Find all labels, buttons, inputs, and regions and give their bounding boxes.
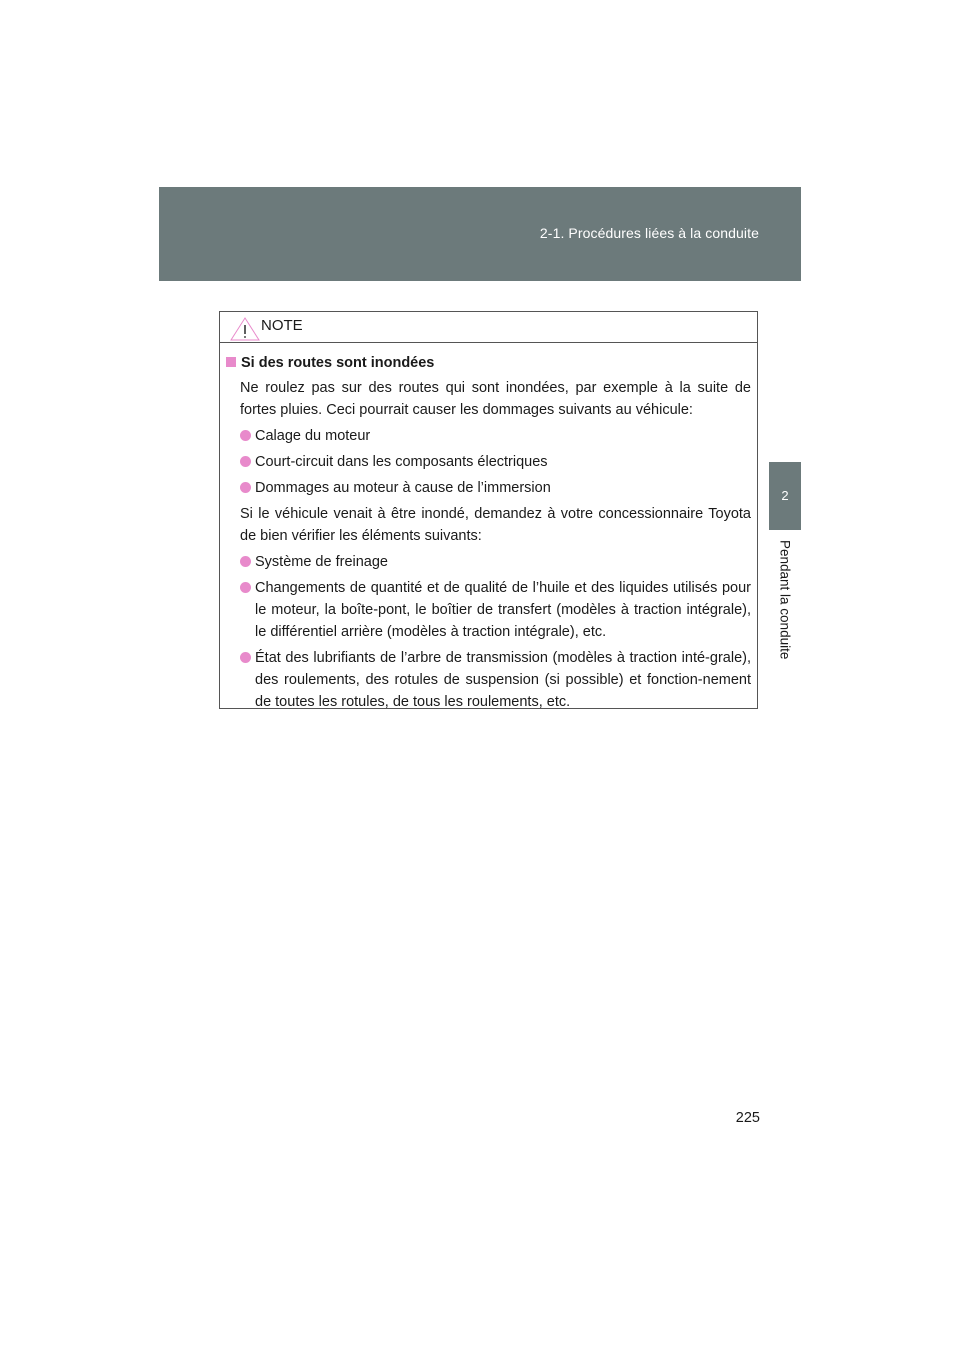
bullet-icon xyxy=(240,556,251,567)
bullet-icon xyxy=(240,582,251,593)
note-label: NOTE xyxy=(261,317,303,334)
bullet-icon xyxy=(240,430,251,441)
header-band xyxy=(159,187,801,281)
chapter-tab xyxy=(769,462,801,530)
list-item: État des lubrifiants de l’arbre de transmission (modèles à traction inté-grale), des roulements, des rotules de suspension (si possible) et fonction-nement de toutes les rotules, de tous les roulements, etc. xyxy=(240,647,751,713)
warning-icon xyxy=(230,317,260,341)
chapter-label: Pendant la conduite xyxy=(777,540,793,660)
note-body xyxy=(220,343,757,717)
bullet-icon xyxy=(240,456,251,467)
chapter-number: 2 xyxy=(781,488,789,503)
page-number: 225 xyxy=(735,1110,760,1126)
section-title: 2-1. Procédures liées à la conduite xyxy=(539,225,759,241)
note-header xyxy=(220,312,757,343)
bullet-icon xyxy=(240,652,251,663)
list-item: Changements de quantité et de qualité de l’huile et des liquides utilisés pour le moteur, la boîte-pont, le boîtier de transfert (modèles à traction intégrale), le différentiel arrière (modèles à traction intégrale), etc. xyxy=(240,577,751,643)
list-item: Calage du moteur xyxy=(240,425,751,447)
list-item: Dommages au moteur à cause de l’immersion xyxy=(240,477,751,499)
square-bullet-icon xyxy=(226,357,236,367)
list-item: Court-circuit dans les composants électriques xyxy=(240,451,751,473)
bullet-icon xyxy=(240,482,251,493)
note-box xyxy=(219,311,758,709)
note-section-title: Si des routes sont inondées xyxy=(226,352,751,374)
note-paragraph: Ne roulez pas sur des routes qui sont inondées, par exemple à la suite de fortes pluies. Ceci pourrait causer les dommages suivants au véhicule: xyxy=(240,380,751,418)
list-item: Système de freinage xyxy=(240,551,751,573)
note-paragraph: Si le véhicule venait à être inondé, demandez à votre concessionnaire Toyota de bien vérifier les éléments suivants: xyxy=(240,506,751,544)
